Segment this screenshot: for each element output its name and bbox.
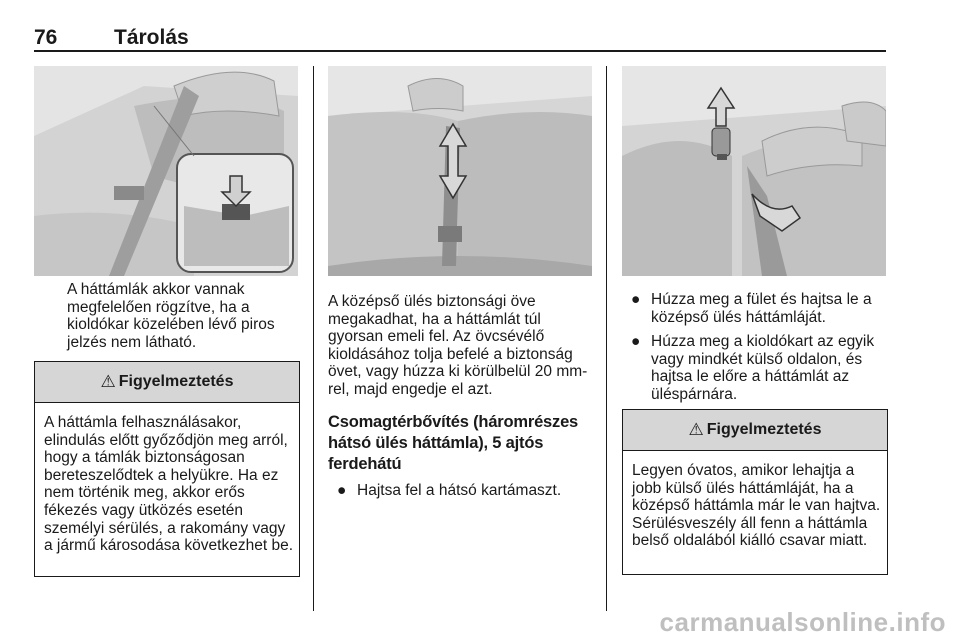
fold-seat-illustration — [622, 66, 886, 276]
center-belt-illustration — [328, 66, 592, 276]
header-rule — [34, 50, 886, 52]
list-item-text: Hajtsa fel a hátsó kartámaszt. — [357, 482, 562, 499]
belt-paragraph — [328, 293, 594, 399]
list-item — [622, 291, 888, 326]
bullet-list-col3 — [622, 291, 888, 411]
bullet-dot-icon: ● — [631, 333, 641, 351]
column-divider-2 — [606, 66, 607, 611]
column-divider-1 — [313, 66, 314, 611]
bullet-dot-icon: ● — [337, 482, 347, 499]
list-item-text: Húzza meg a kioldókart az egyik vagy mindkét külső oldalon, és hajtsa le előre a háttámlát az üléspárnára. — [651, 333, 875, 403]
warning-triangle-icon: ⚠ — [688, 420, 704, 439]
seatback-latch-illustration — [34, 66, 298, 276]
warning-box-2 — [622, 409, 888, 575]
bullet-list-col2 — [328, 482, 594, 507]
bullet-dot-icon: ● — [631, 291, 641, 308]
list-item — [328, 482, 594, 500]
seatback-latch-image — [34, 66, 298, 276]
center-belt-image — [328, 66, 592, 276]
section-heading: Csomagtérbővítés (háromrészes hátsó ülés háttámla), 5 ajtós ferdehátú — [328, 413, 579, 473]
chapter-title: Tárolás — [114, 26, 189, 49]
warning-text-2: Legyen óvatos, amikor lehajtja a jobb külső ülés háttámláját, ha a középső háttámla már le van hajtva. Sérülésveszély áll fenn a háttámla belső oldalából kiálló csavar miatt. — [632, 462, 881, 550]
watermark: carmanualsonline.info — [659, 607, 946, 637]
latch-caption — [67, 281, 297, 351]
page-header — [34, 22, 886, 52]
warning-header-1 — [35, 362, 299, 403]
page-number: 76 — [34, 26, 58, 49]
warning-triangle-icon: ⚠ — [100, 372, 116, 391]
warning-title-2: Figyelmeztetés — [706, 421, 822, 438]
warning-title-1: Figyelmeztetés — [118, 373, 234, 390]
warning-header-2 — [623, 410, 887, 451]
list-item-text: Húzza meg a fület és hajtsa le a középső ülés háttámláját. — [651, 291, 872, 326]
fold-seat-image — [622, 66, 886, 276]
latch-caption-text: A háttámlák akkor vannak megfelelően rögzítve, ha a kioldókar közelében lévő piros jelzés nem látható. — [67, 281, 275, 351]
belt-paragraph-text: A középső ülés biztonsági öve megakadhat, ha a háttámlát túl gyorsan emeli fel. Az övcsévélő kioldásához tolja befelé a biztonság övet, vagy húzza ki körülbelül 20 mm-rel, majd engedje el azt. — [328, 293, 588, 398]
warning-box-1 — [34, 361, 300, 577]
warning-text-1: A háttámla felhasználásakor, elindulás előtt győződjön meg arról, hogy a támlák biztonságosan bereteszelődtek a helyükre. Ha ez nem történik meg, akkor erős fékezés vagy ütközés esetén személyi sérülés, a rakomány vagy a jármű károsodása következhet be. — [44, 414, 293, 555]
list-item — [622, 333, 888, 403]
